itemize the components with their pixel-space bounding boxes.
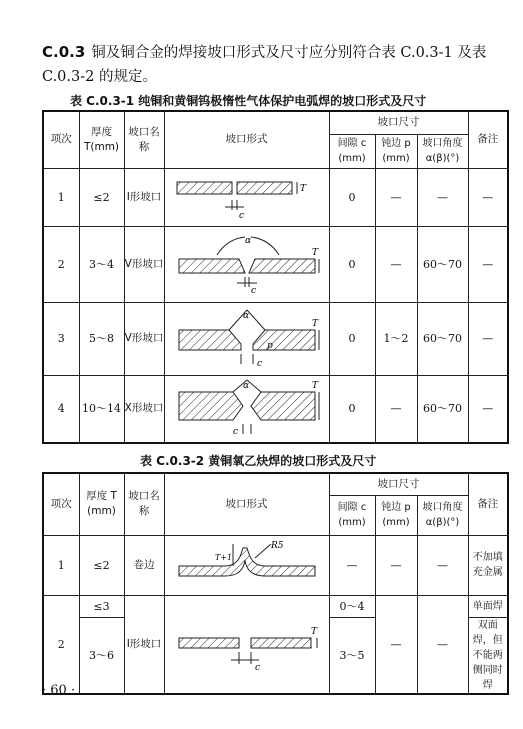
t1-r2-name: V形坡口 xyxy=(124,226,164,302)
t2-r2-gap-b: 3～5 xyxy=(329,617,375,694)
t2-r2-remark-b: 双面焊，但不能两侧同时焊 xyxy=(468,617,508,694)
intro-paragraph xyxy=(42,40,507,89)
table-row xyxy=(43,595,508,617)
t2-r2-thickness-a: ≤3 xyxy=(79,595,124,617)
table2-caption: 表 C.0.3-2 黄铜氧乙炔焊的坡口形式及尺寸 xyxy=(140,454,377,468)
t1-h-gap: 间隙 c (mm) xyxy=(329,134,375,168)
table-row xyxy=(43,535,508,595)
t1-label-c2: c xyxy=(250,286,256,295)
t1-r1-index: 1 xyxy=(43,168,79,226)
t1-r4-diagram xyxy=(164,375,329,443)
t1-r4-root: — xyxy=(375,375,417,443)
table-row xyxy=(43,226,508,302)
table1-caption: 表 C.0.3-1 纯铜和黄铜钨极惰性气体保护电弧焊的坡口形式及尺寸 xyxy=(70,94,427,108)
t1-r2-remark: — xyxy=(468,226,508,302)
t2-h-thickness: 厚度 T (mm) xyxy=(79,473,124,535)
t2-r2-root: — xyxy=(375,595,417,694)
t1-r1-gap: 0 xyxy=(329,168,375,226)
t1-r1-name: I形坡口 xyxy=(124,168,164,226)
t1-r4-gap: 0 xyxy=(329,375,375,443)
t1-r4-name: X形坡口 xyxy=(124,375,164,443)
t2-r2-diagram xyxy=(164,595,329,694)
t1-h-groove-form: 坡口形式 xyxy=(164,111,329,168)
t1-r2-index: 2 xyxy=(43,226,79,302)
t1-r2-root: — xyxy=(375,226,417,302)
i-groove-diagram xyxy=(167,170,327,220)
t1-r3-name: V形坡口 xyxy=(124,302,164,375)
t2-h-index: 项次 xyxy=(43,473,79,535)
t2-r1-index: 1 xyxy=(43,535,79,595)
t1-r1-thickness: ≤2 xyxy=(79,168,124,226)
t2-h-groove-size: 坡口尺寸 xyxy=(329,473,468,495)
t2-h-angle: 坡口角度 α(β)(°) xyxy=(417,495,468,535)
t2-r1-diagram xyxy=(164,535,329,595)
t2-r2-gap-a: 0～4 xyxy=(329,595,375,617)
t2-r1-thickness: ≤2 xyxy=(79,535,124,595)
t2-r1-root: — xyxy=(375,535,417,595)
t1-r4-angle: 60～70 xyxy=(417,375,468,443)
t2-r2-name: I形坡口 xyxy=(124,595,164,694)
table2 xyxy=(42,472,509,695)
t1-r4-index: 4 xyxy=(43,375,79,443)
t2-r1-name: 卷边 xyxy=(124,535,164,595)
table-row xyxy=(43,302,508,375)
x-groove-diagram xyxy=(167,376,327,438)
t1-label-p3: p xyxy=(266,340,273,351)
t1-r1-diagram xyxy=(164,168,329,226)
t1-label-c3: c xyxy=(256,358,262,369)
section-number: C.0.3 xyxy=(42,43,86,61)
table-row xyxy=(43,168,508,226)
i-groove-diagram-2 xyxy=(167,612,327,672)
t1-label-T: T xyxy=(299,184,306,194)
intro-text: 铜及铜合金的焊接坡口形式及尺寸应分别符合表 C.0.3-1 及表 C.0.3-2 的规定。 xyxy=(42,45,487,85)
t2-r1-remark: 不加填充金属 xyxy=(468,535,508,595)
t1-r2-diagram xyxy=(164,226,329,302)
t1-r2-thickness: 3～4 xyxy=(79,226,124,302)
t1-label-T2: T xyxy=(311,248,318,258)
t1-r1-root: — xyxy=(375,168,417,226)
t1-label-alpha4: α xyxy=(242,380,249,391)
t1-label-T3: T xyxy=(311,318,318,329)
t1-r2-gap: 0 xyxy=(329,226,375,302)
t1-h-remark: 备注 xyxy=(468,111,508,168)
t1-h-thickness: 厚度 T(mm) xyxy=(79,111,124,168)
t1-h-index: 项次 xyxy=(43,111,79,168)
t1-label-alpha3: α xyxy=(242,310,249,321)
t1-r3-index: 3 xyxy=(43,302,79,375)
t2-r2-index: 2 xyxy=(43,595,79,694)
flange-edge-diagram xyxy=(167,536,327,590)
t2-r2-angle: — xyxy=(417,595,468,694)
t1-h-root: 钝边 p (mm) xyxy=(375,134,417,168)
t1-h-groove-name: 坡口名称 xyxy=(124,111,164,168)
t2-r1-angle: — xyxy=(417,535,468,595)
t1-h-angle: 坡口角度 α(β)(°) xyxy=(417,134,468,168)
t1-label-T4: T xyxy=(311,380,318,391)
t2-r2-thickness-b: 3～6 xyxy=(79,617,124,694)
t1-label-alpha: α xyxy=(244,236,251,246)
t2-h-remark: 备注 xyxy=(468,473,508,535)
t1-label-c4: c xyxy=(232,426,238,437)
t2-label-c: c xyxy=(254,663,260,672)
t2-r1-gap: — xyxy=(329,535,375,595)
t1-r1-angle: — xyxy=(417,168,468,226)
t1-r4-thickness: 10～14 xyxy=(79,375,124,443)
t2-r2-remark-a: 单面焊 xyxy=(468,595,508,617)
t2-label-R5: R5 xyxy=(270,541,284,551)
t2-h-gap: 间隙 c (mm) xyxy=(329,495,375,535)
t2-label-Tplus: T+1 xyxy=(214,553,232,562)
t2-label-T: T xyxy=(310,627,317,637)
page-number: · 60 · xyxy=(42,683,76,698)
t1-r2-angle: 60～70 xyxy=(417,226,468,302)
table-row xyxy=(43,375,508,443)
t2-h-root: 钝边 p (mm) xyxy=(375,495,417,535)
t1-r3-angle: 60～70 xyxy=(417,302,468,375)
t1-r4-remark: — xyxy=(468,375,508,443)
t1-r3-thickness: 5～8 xyxy=(79,302,124,375)
t2-h-groove-form: 坡口形式 xyxy=(164,473,329,535)
t1-h-groove-size: 坡口尺寸 xyxy=(329,111,468,134)
table1 xyxy=(42,110,509,444)
v-groove-rootface-diagram xyxy=(167,304,327,370)
t1-r3-diagram xyxy=(164,302,329,375)
t1-r3-gap: 0 xyxy=(329,302,375,375)
t1-r3-root: 1～2 xyxy=(375,302,417,375)
t1-r3-remark: — xyxy=(468,302,508,375)
t2-h-groove-name: 坡口名称 xyxy=(124,473,164,535)
v-groove-diagram xyxy=(167,229,327,295)
t1-r1-remark: — xyxy=(468,168,508,226)
t1-label-c: c xyxy=(238,211,244,220)
